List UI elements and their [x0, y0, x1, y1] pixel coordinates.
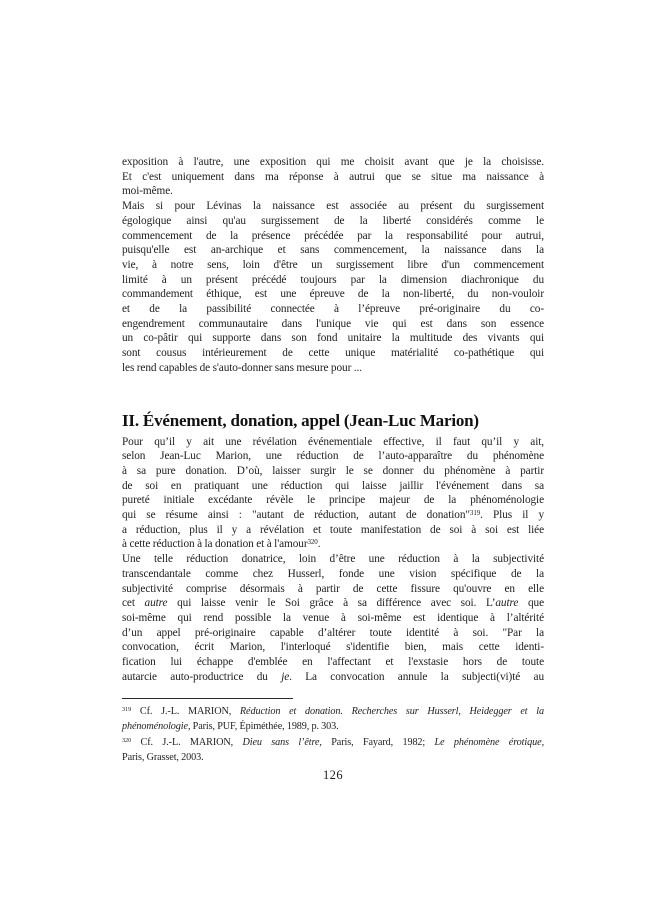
text-run: subjectivité comprise désormais à partir de cette fissure qu'ouvre en elle	[122, 582, 544, 595]
text-line	[122, 214, 544, 229]
footnote-separator	[122, 698, 293, 699]
text-line	[122, 435, 544, 450]
text-run: un co-pâtir qui supporte dans son fond unitaire la multitude des vivants qui	[122, 332, 544, 345]
text-line	[122, 735, 544, 751]
text-line	[122, 611, 544, 626]
text-line	[122, 655, 544, 670]
text-line	[122, 287, 544, 302]
text-run: Une telle réduction donatrice, loin d’être une réduction à la subjectivité	[122, 553, 544, 566]
text-line	[122, 170, 544, 185]
text-run: autarcie auto-productrice du	[122, 670, 282, 683]
superscript-ref: 319	[469, 508, 481, 517]
text-line	[122, 464, 544, 479]
footnote-319	[122, 704, 544, 735]
text-run: , Paris, Fayard, 1982;	[319, 736, 435, 748]
italic-text: autre	[495, 597, 519, 610]
text-line	[122, 750, 544, 766]
text-line	[122, 302, 544, 317]
text-line	[122, 704, 544, 720]
text-run: Pour qu’il y ait une révélation événementiale effective, il faut qu’il y ait,	[122, 435, 544, 448]
text-line	[122, 155, 544, 170]
text-run: pureté initiale excédante révèle le principe majeur de la phénoménologie	[122, 494, 544, 507]
text-run: que	[518, 597, 544, 610]
text-block	[122, 155, 544, 782]
text-run: moi-même.	[122, 185, 173, 198]
section-heading: II. Événement, donation, appel (Jean-Luc Marion)	[122, 410, 479, 430]
text-run: à cette réduction à la donation et à l'amour	[122, 538, 308, 551]
text-run: .	[317, 538, 321, 551]
footnote-320	[122, 735, 544, 766]
italic-text: autre	[144, 597, 168, 610]
text-line	[122, 361, 544, 376]
superscript-ref: 319	[122, 705, 132, 713]
paragraph-reduction-donation	[122, 435, 544, 553]
italic-text: phénoménologie	[122, 721, 188, 732]
text-run: ,	[541, 736, 545, 748]
text-line	[122, 537, 544, 552]
text-run: Mais si pour Lévinas la naissance est associée au présent du surgissement	[122, 200, 544, 213]
text-line	[122, 273, 544, 288]
text-run: à sa pure donation. D’où, laisser surgir le se donner du phénomène à partir	[122, 464, 544, 477]
text-run: d’un appel pré-originaire capable d’altérer toute identité à soi. "Par la	[122, 626, 544, 639]
text-line	[122, 184, 544, 199]
text-run: limité à un présent précédé toujours par la dimension diachronique du	[122, 273, 544, 286]
text-run: Paris, Grasset, 2003.	[122, 752, 204, 763]
text-line	[122, 567, 544, 582]
text-run: . Plus il y	[480, 509, 544, 522]
text-run: exposition à l'autre, une exposition qui me choisit avant que je la choisisse.	[122, 156, 544, 168]
text-run: convocation, écrit Marion, l'interloqué s'identifie bien, mais cette identi-	[122, 641, 544, 654]
text-run: sont cousus intérieurement de cette unique matérialité co-pathétique qui	[122, 347, 544, 360]
text-run: commandement éthique, est une épreuve de la non-liberté, du non-vouloir	[122, 288, 544, 301]
text-run: qui se résume ainsi : "autant de réduction, autant de donation"	[122, 509, 470, 522]
text-line	[122, 479, 544, 494]
paragraph-exposition	[122, 155, 544, 199]
text-run: engendrement communautaire dans l'unique vie qui est dans son essence	[122, 317, 544, 330]
text-line	[122, 640, 544, 655]
superscript-ref: 320	[307, 538, 318, 547]
text-run: vie, à notre sens, loin d'être un surgissement libre d'un commencement	[122, 258, 544, 271]
text-run: puisqu'elle est an-archique et sans commencement, la naissance dans la	[122, 244, 544, 257]
italic-text: Dieu sans l’être	[242, 736, 320, 748]
text-run: Cf. J.-L. MARION,	[131, 705, 240, 717]
superscript-ref: 320	[122, 736, 132, 744]
text-run: transcendantale comme chez Husserl, fonde une vision spécifique de la	[122, 567, 544, 580]
paragraph-levinas-naissance	[122, 199, 544, 375]
text-run: qui laisse venir le Soi grâce à sa différence avec soi. L’	[167, 597, 496, 610]
text-line	[122, 670, 544, 685]
text-line	[122, 317, 544, 332]
paragraph-reduction-donatrice	[122, 552, 544, 684]
text-line	[122, 449, 544, 464]
text-line	[122, 258, 544, 273]
italic-text: Réduction et donation. Recherches sur Husserl, Heidegger et la	[239, 705, 544, 717]
text-run: soi-même qui rend possible la venue à soi-même est identique à l’altérité	[122, 611, 544, 624]
italic-text: je	[281, 670, 290, 683]
text-run: cet	[122, 597, 145, 610]
text-run: , Paris, PUF, Épiméthée, 1989, p. 303.	[187, 721, 339, 732]
text-run: selon Jean-Luc Marion, une réduction de l’auto-apparaître du phénomène	[122, 450, 544, 463]
text-line	[122, 596, 544, 611]
text-run: fication lui échappe d'emblée en l'affectant et l'exstasie hors de toute	[122, 656, 544, 669]
text-line	[122, 493, 544, 508]
text-run: . La convocation annule la subjecti(vi)té au	[289, 670, 544, 683]
text-line	[122, 523, 544, 538]
text-line	[122, 582, 544, 597]
text-line	[122, 243, 544, 258]
text-run: Et c'est uniquement dans ma réponse à autrui que se situe ma naissance à	[122, 170, 544, 183]
text-run: a réduction, plus il y a révélation et toute manifestation de soi à soi est liée	[122, 523, 544, 536]
text-line	[122, 229, 544, 244]
text-run: de soi en pratiquant une réduction qui laisse jaillir l'événement dans sa	[122, 479, 544, 492]
text-line	[122, 508, 544, 523]
text-line	[122, 626, 544, 641]
text-run: égologique ainsi qu'au surgissement de la liberté considérés comme le	[122, 214, 544, 227]
text-run: Cf. J.-L. MARION,	[131, 736, 243, 748]
italic-text: Le phénomène érotique	[434, 736, 542, 748]
text-run: commencement de la présence précédée par la responsabilité pour autrui,	[122, 229, 544, 242]
text-line	[122, 346, 544, 361]
text-run: les rend capables de s'auto-donner sans mesure pour ...	[122, 361, 362, 374]
text-line	[122, 331, 544, 346]
text-line	[122, 552, 544, 567]
text-line	[122, 199, 544, 214]
page-number: 126	[323, 767, 343, 782]
text-line	[122, 719, 544, 735]
text-run: et de la passibilité connectée à l’épreuve pré-originaire du co-	[122, 303, 544, 316]
